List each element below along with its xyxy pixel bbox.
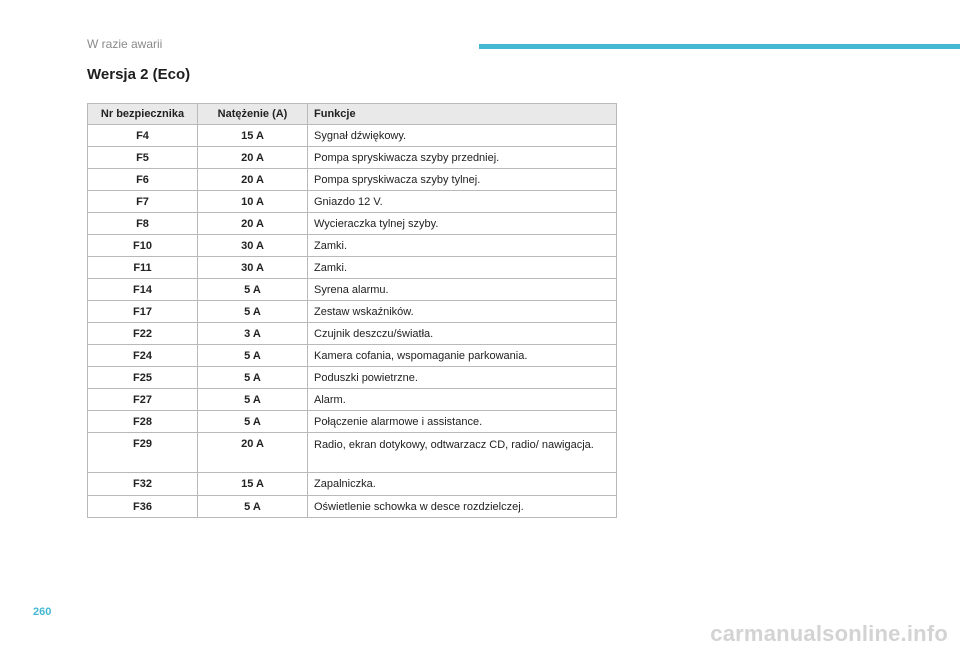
function-cell: Zapalniczka. <box>308 473 617 496</box>
watermark: carmanualsonline.info <box>710 621 948 646</box>
amperage-cell: 30 A <box>198 235 308 257</box>
fuse-number-cell: F24 <box>88 345 198 367</box>
table-row <box>88 389 617 411</box>
table-row <box>88 345 617 367</box>
header-accent-bar <box>479 44 960 49</box>
table-row <box>88 147 617 169</box>
amperage-cell: 5 A <box>198 345 308 367</box>
amperage-cell: 10 A <box>198 191 308 213</box>
fuse-number-cell: F17 <box>88 301 198 323</box>
amperage-cell: 5 A <box>198 389 308 411</box>
fuse-number-cell: F11 <box>88 257 198 279</box>
table-row <box>88 169 617 191</box>
table-row <box>88 257 617 279</box>
table-row <box>88 496 617 518</box>
function-cell: Oświetlenie schowka w desce rozdzielczej. <box>308 496 617 518</box>
function-cell: Zamki. <box>308 235 617 257</box>
amperage-cell: 5 A <box>198 301 308 323</box>
page-title: Wersja 2 (Eco) <box>87 66 191 83</box>
table-row <box>88 323 617 345</box>
fuse-number-cell: F14 <box>88 279 198 301</box>
function-cell: Sygnał dźwiękowy. <box>308 125 617 147</box>
section-title: W razie awarii <box>87 37 163 51</box>
fuse-number-cell: F6 <box>88 169 198 191</box>
table-row <box>88 213 617 235</box>
amperage-cell: 30 A <box>198 257 308 279</box>
fuse-number-cell: F10 <box>88 235 198 257</box>
amperage-cell: 5 A <box>198 367 308 389</box>
function-cell: Pompa spryskiwacza szyby przedniej. <box>308 147 617 169</box>
table-row <box>88 473 617 496</box>
fuse-number-cell: F25 <box>88 367 198 389</box>
column-header-amperage: Natężenie (A) <box>198 104 308 125</box>
function-cell: Pompa spryskiwacza szyby tylnej. <box>308 169 617 191</box>
column-header-fuse-number: Nr bezpiecznika <box>88 104 198 125</box>
function-cell: Czujnik deszczu/światła. <box>308 323 617 345</box>
function-cell: Poduszki powietrzne. <box>308 367 617 389</box>
fuse-number-cell: F7 <box>88 191 198 213</box>
fuse-number-cell: F36 <box>88 496 198 518</box>
fuse-table <box>87 103 617 518</box>
function-cell: Radio, ekran dotykowy, odtwarzacz CD, radio/ nawigacja. <box>308 433 617 473</box>
page-number: 260 <box>33 606 52 618</box>
amperage-cell: 20 A <box>198 433 308 473</box>
function-cell: Połączenie alarmowe i assistance. <box>308 411 617 433</box>
function-cell: Zestaw wskaźników. <box>308 301 617 323</box>
amperage-cell: 3 A <box>198 323 308 345</box>
amperage-cell: 20 A <box>198 169 308 191</box>
fuse-number-cell: F32 <box>88 473 198 496</box>
amperage-cell: 20 A <box>198 147 308 169</box>
table-row <box>88 235 617 257</box>
amperage-cell: 5 A <box>198 496 308 518</box>
function-cell: Wycieraczka tylnej szyby. <box>308 213 617 235</box>
table-row <box>88 279 617 301</box>
table-row <box>88 367 617 389</box>
amperage-cell: 15 A <box>198 125 308 147</box>
fuse-number-cell: F28 <box>88 411 198 433</box>
fuse-number-cell: F29 <box>88 433 198 473</box>
table-row <box>88 411 617 433</box>
table-row <box>88 301 617 323</box>
fuse-number-cell: F4 <box>88 125 198 147</box>
function-cell: Gniazdo 12 V. <box>308 191 617 213</box>
function-cell: Syrena alarmu. <box>308 279 617 301</box>
table-row <box>88 191 617 213</box>
function-cell: Alarm. <box>308 389 617 411</box>
amperage-cell: 5 A <box>198 279 308 301</box>
fuse-number-cell: F5 <box>88 147 198 169</box>
fuse-number-cell: F8 <box>88 213 198 235</box>
table-row <box>88 433 617 473</box>
amperage-cell: 20 A <box>198 213 308 235</box>
fuse-number-cell: F27 <box>88 389 198 411</box>
table-row <box>88 125 617 147</box>
fuse-number-cell: F22 <box>88 323 198 345</box>
function-cell: Zamki. <box>308 257 617 279</box>
function-cell: Kamera cofania, wspomaganie parkowania. <box>308 345 617 367</box>
table-header-row <box>88 104 617 125</box>
amperage-cell: 5 A <box>198 411 308 433</box>
amperage-cell: 15 A <box>198 473 308 496</box>
column-header-functions: Funkcje <box>308 104 617 125</box>
